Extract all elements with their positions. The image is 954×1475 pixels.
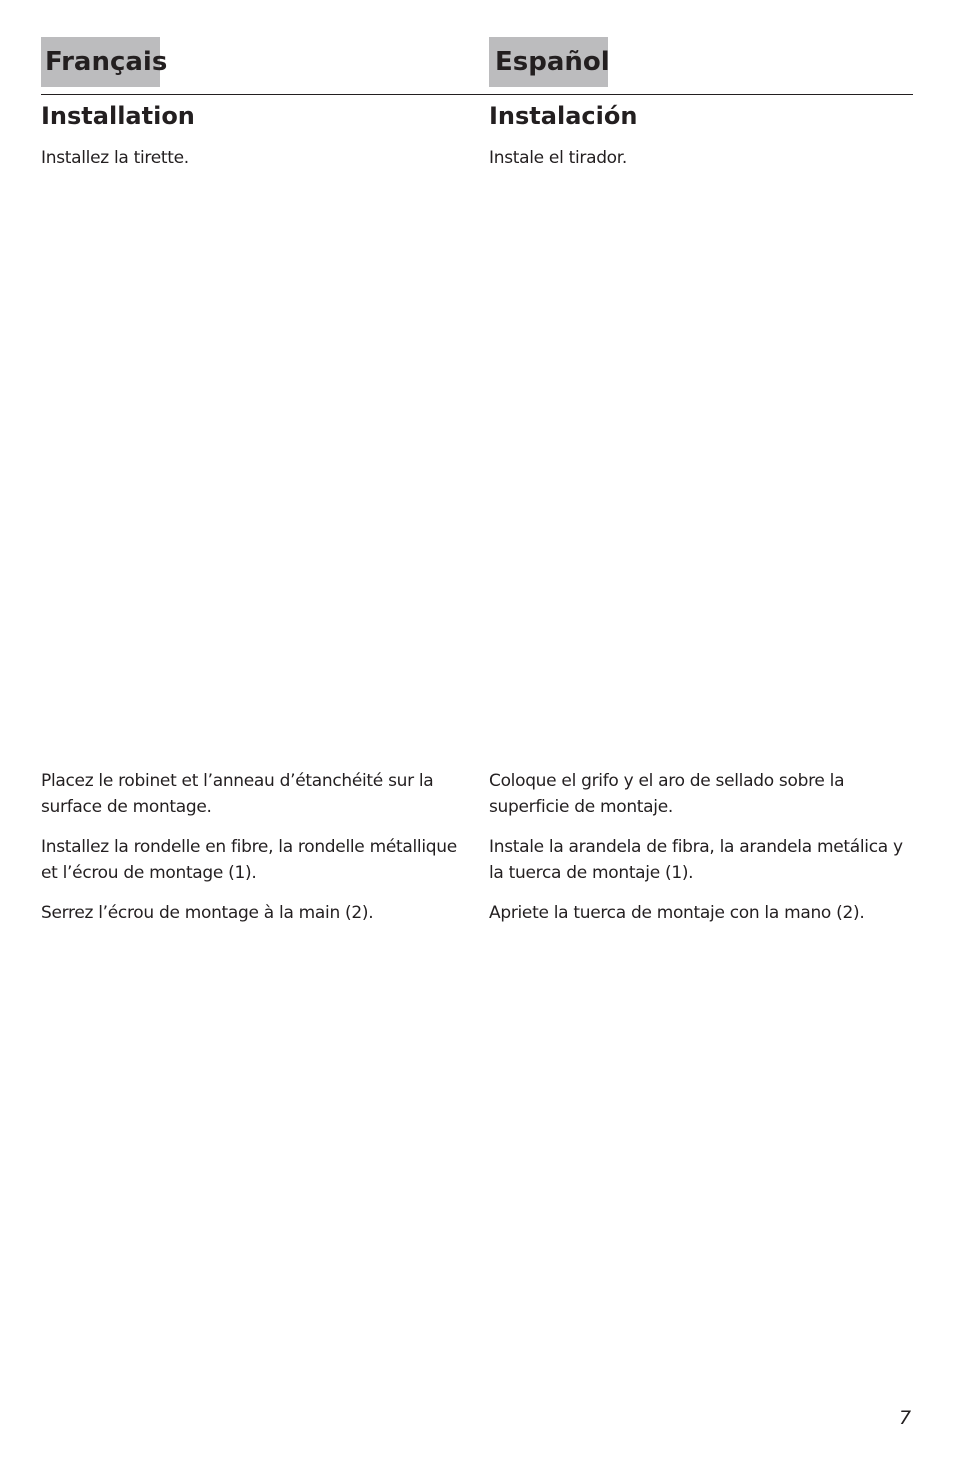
- section-title-french: Installation: [41, 102, 195, 130]
- step-3-french: Serrez l’écrou de montage à la main (2).: [41, 903, 374, 923]
- page-number: 7: [899, 1407, 912, 1429]
- step-3-spanish: Apriete la tuerca de montaje con la mano (2).: [489, 903, 865, 923]
- step-2-french: Installez la rondelle en fibre, la rondelle métallique et l’écrou de montage (1).: [41, 837, 457, 883]
- intro-text-spanish: Instale el tirador.: [489, 148, 628, 168]
- language-tab-french: Français: [41, 37, 160, 87]
- language-tab-spanish: Español: [489, 37, 608, 87]
- intro-text-french: Installez la tirette.: [41, 148, 189, 168]
- header-divider: [41, 94, 913, 95]
- step-1-spanish: Coloque el grifo y el aro de sellado sobre la superficie de montaje.: [489, 771, 845, 817]
- step-2-spanish: Instale la arandela de fibra, la arandela metálica y la tuerca de montaje (1).: [489, 837, 903, 883]
- section-title-spanish: Instalación: [489, 102, 638, 130]
- step-1-french: Placez le robinet et l’anneau d’étanchéité sur la surface de montage.: [41, 771, 434, 817]
